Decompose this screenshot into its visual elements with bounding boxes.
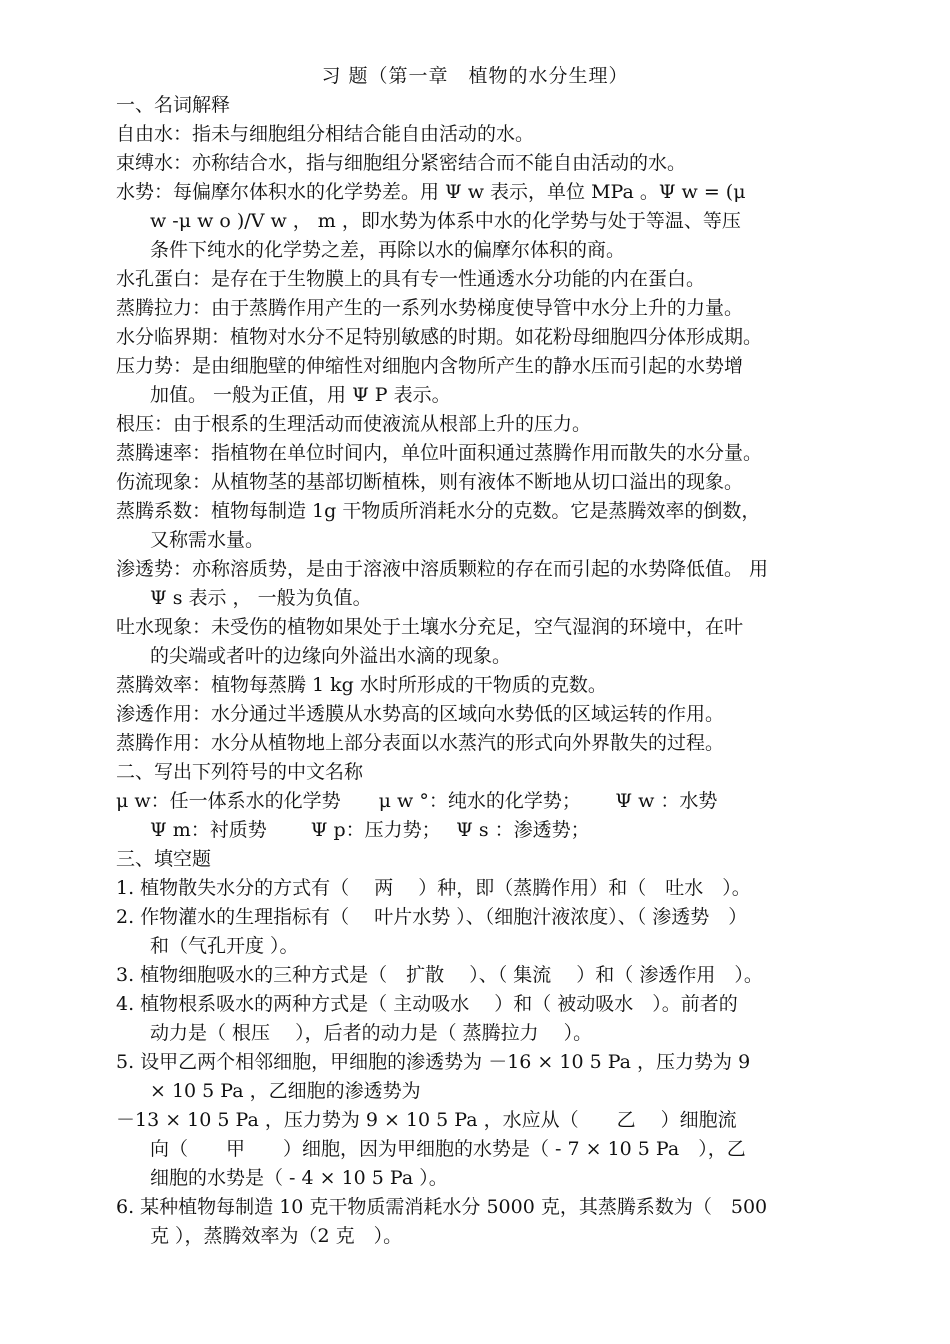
text-line: 水势：每偏摩尔体积水的化学势差。用 Ψ w 表示，单位 MPa 。Ψ w = (μ xyxy=(116,181,746,203)
text-line: 一、名词解释 xyxy=(116,94,231,116)
text-line: 1. 植物散失水分的方式有（ 两 ）种，即（蒸腾作用）和（ 吐水 ）。 xyxy=(116,877,751,899)
text-line: Ψ m：衬质势 Ψ p：压力势； Ψ s ：渗透势； xyxy=(150,819,590,841)
text-line: 压力势：是由细胞壁的伸缩性对细胞内含物所产生的静水压而引起的水势增 xyxy=(116,355,744,377)
text-line: 的尖端或者叶的边缘向外溢出水滴的现象。 xyxy=(150,645,512,667)
text-line: 蒸腾速率：指植物在单位时间内，单位叶面积通过蒸腾作用而散失的水分量。 xyxy=(116,442,763,464)
text-line: 3. 植物细胞吸水的三种方式是（ 扩散 ）、（ 集流 ）和（ 渗透作用 ）。 xyxy=(116,964,763,986)
text-line: w -μ w o )/V w ， m ，即水势为体系中水的化学势与处于等温、等压 xyxy=(150,210,741,232)
text-line: 克 ），蒸腾效率为（2 克 ）。 xyxy=(150,1225,403,1247)
text-line: 束缚水：亦称结合水，指与细胞组分紧密结合而不能自由活动的水。 xyxy=(116,152,687,174)
text-line: 动力是（ 根压 ），后者的动力是（ 蒸腾拉力 ）。 xyxy=(150,1022,593,1044)
text-line: 又称需水量。 xyxy=(150,529,265,551)
text-line: 蒸腾系数：植物每制造 1g 干物质所消耗水分的克数。它是蒸腾效率的倒数， xyxy=(116,500,761,522)
text-line: 4. 植物根系吸水的两种方式是（ 主动吸水 ）和（ 被动吸水 ）。前者的 xyxy=(116,993,738,1015)
text-line: 向（ 甲 ）细胞，因为甲细胞的水势是（ - 7 × 10 5 Pa ），乙 xyxy=(150,1138,746,1160)
text-line: 二、写出下列符号的中文名称 xyxy=(116,761,364,783)
text-line: －13 × 10 5 Pa ，压力势为 9 × 10 5 Pa ，水应从（ 乙 ）细胞流 xyxy=(116,1109,737,1131)
text-line: Ψ s 表示 ， 一般为负值。 xyxy=(150,587,372,609)
text-line: 和（气孔开度 ）。 xyxy=(150,935,299,957)
text-line: × 10 5 Pa ，乙细胞的渗透势为 xyxy=(150,1080,421,1102)
text-line: 水分临界期：植物对水分不足特别敏感的时期。如花粉母细胞四分体形成期。 xyxy=(116,326,763,348)
text-line: 蒸腾作用：水分从植物地上部分表面以水蒸汽的形式向外界散失的过程。 xyxy=(116,732,725,754)
text-line: 加值。 一般为正值，用 Ψ P 表示。 xyxy=(150,384,451,406)
text-line: 渗透势：亦称溶质势，是由于溶液中溶质颗粒的存在而引起的水势降低值。 用 xyxy=(116,558,769,580)
text-line: μ w：任一体系水的化学势 μ w °：纯水的化学势； Ψ w ：水势 xyxy=(116,790,718,812)
text-line: 5. 设甲乙两个相邻细胞，甲细胞的渗透势为 －16 × 10 5 Pa ，压力势为 9 xyxy=(116,1051,751,1073)
page-title: 习 题（第一章 植物的水分生理） xyxy=(321,65,629,87)
text-line: 三、填空题 xyxy=(116,848,212,870)
text-line: 条件下纯水的化学势之差，再除以水的偏摩尔体积的商。 xyxy=(150,239,626,261)
text-line: 水孔蛋白：是存在于生物膜上的具有专一性通透水分功能的内在蛋白。 xyxy=(116,268,706,290)
text-line: 蒸腾效率：植物每蒸腾 1 kg 水时所形成的干物质的克数。 xyxy=(116,674,607,696)
text-line: 渗透作用：水分通过半透膜从水势高的区域向水势低的区域运转的作用。 xyxy=(116,703,725,725)
text-line: 吐水现象：未受伤的植物如果处于土壤水分充足，空气湿润的环境中，在叶 xyxy=(116,616,744,638)
document-body xyxy=(116,91,864,1251)
text-line: 根压：由于根系的生理活动而使液流从根部上升的压力。 xyxy=(116,413,592,435)
text-line: 6. 某种植物每制造 10 克干物质需消耗水分 5000 克，其蒸腾系数为（ 500 xyxy=(116,1196,768,1218)
text-line: 2. 作物灌水的生理指标有（ 叶片水势 ）、（细胞汁液浓度）、（ 渗透势 ） xyxy=(116,906,748,928)
text-line: 细胞的水势是（ - 4 × 10 5 Pa ）。 xyxy=(150,1167,448,1189)
text-line: 自由水：指未与细胞组分相结合能自由活动的水。 xyxy=(116,123,535,145)
text-line: 伤流现象：从植物茎的基部切断植株，则有液体不断地从切口溢出的现象。 xyxy=(116,471,744,493)
text-line: 蒸腾拉力：由于蒸腾作用产生的一系列水势梯度使导管中水分上升的力量。 xyxy=(116,297,744,319)
